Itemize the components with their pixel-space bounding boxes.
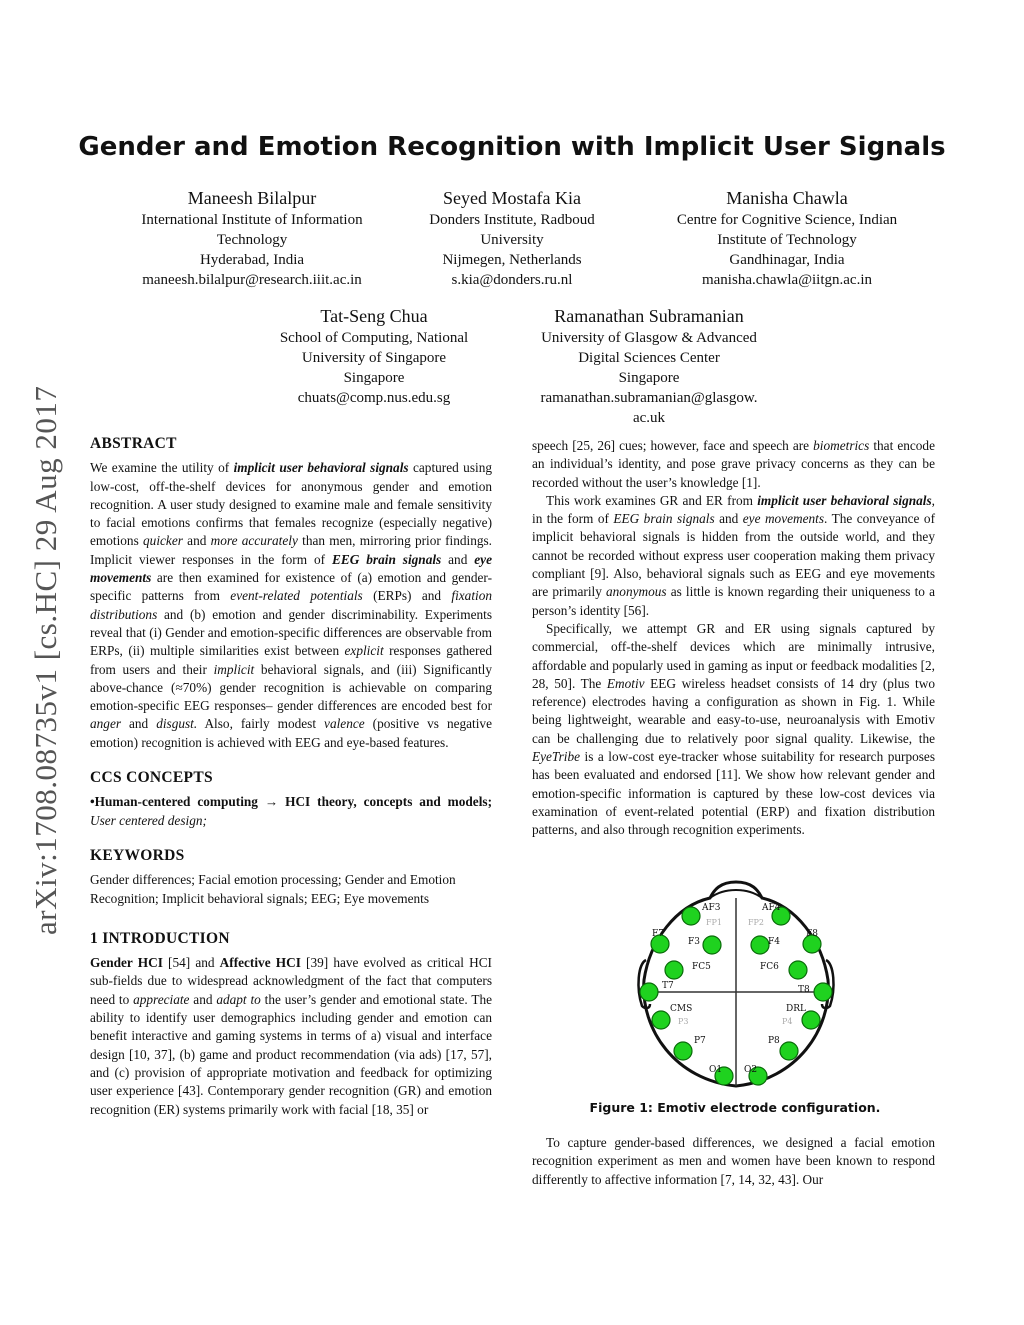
author-affiliation: Institute of Technology — [717, 232, 857, 248]
electrode-fc5 — [665, 961, 683, 979]
author-email: s.kia@donders.ru.nl — [451, 272, 573, 288]
paper-title: Gender and Emotion Recognition with Implicit User Signals — [78, 132, 946, 162]
author-affiliation: Donders Institute, Radboud — [429, 212, 595, 228]
emotiv-electrode-figure — [636, 880, 836, 1092]
author-affiliation: School of Computing, National — [279, 330, 469, 346]
author-block — [92, 186, 412, 290]
author-affiliation: Centre for Cognitive Science, Indian — [676, 212, 898, 228]
section-heading: KEYWORDS — [90, 846, 185, 864]
left-column — [90, 435, 492, 1119]
author-block — [244, 304, 504, 408]
electrode-label: T7 — [662, 981, 674, 991]
author-name: Tat-Seng Chua — [320, 306, 428, 326]
author-name: Manisha Chawla — [726, 188, 848, 208]
section-heading: ABSTRACT — [90, 435, 177, 452]
author-location: Gandhinagar, India — [729, 252, 845, 268]
reference-label: P3 — [678, 1017, 689, 1026]
electrode-af3 — [682, 907, 700, 925]
electrode-label: F8 — [806, 929, 818, 939]
reference-label: FP1 — [706, 918, 723, 927]
author-block — [646, 186, 928, 290]
author-email: maneesh.bilalpur@research.iiit.ac.in — [142, 272, 362, 288]
electrode-label: AF3 — [702, 903, 721, 913]
electrode-label: FC5 — [692, 962, 711, 972]
author-location: Nijmegen, Netherlands — [442, 252, 582, 268]
electrode-cms — [652, 1011, 670, 1029]
intro-text: Gender HCI [54] and Affective HCI [39] have evolved as critical HCI sub-fields due to widespread acknowledgment of the fact that computers need to appreciate and adapt to the user’s gender and emotional state. The ability to identify user demographics including gender and emotion can benefit interactive and gaming systems in terms of a) visual and interface design [10, 37], (b) game and product recommendation (via ads) [17, 57], and (c) provision of appropriate motivation and feedback for optimizing user experience [43]. Contemporary gender recognition (GR) and emotion recognition (ER) systems primarily work with facial [18, 35] or — [90, 955, 492, 1117]
body-paragraph: To capture gender-based differences, we designed a facial emotion recognition experiment as men and women have been known to respond differently to affective information [7, 14, 32, 43]. Our — [532, 1135, 935, 1187]
author-name: Ramanathan Subramanian — [554, 306, 744, 326]
electrode-label: F3 — [688, 937, 700, 947]
electrode-label: AF4 — [762, 903, 781, 913]
electrode-label: CMS — [670, 1004, 693, 1014]
electrode-label: O2 — [744, 1065, 758, 1075]
right-column — [532, 437, 935, 840]
electrode-f3 — [703, 936, 721, 954]
author-location: Hyderabad, India — [199, 252, 305, 268]
author-email: manisha.chawla@iitgn.ac.in — [701, 272, 872, 288]
body-paragraph: speech [25, 26] cues; however, face and speech are biometrics that encode an individual’s identity, and pose grave privacy concerns as they can be recorded without the user’s knowledge [1]. — [532, 438, 935, 490]
electrode-label: DRL — [786, 1004, 806, 1014]
electrode-label: T8 — [798, 985, 810, 995]
electrode-label: P7 — [694, 1036, 706, 1046]
electrode-t8 — [814, 983, 832, 1001]
author-name: Maneesh Bilalpur — [187, 188, 317, 208]
body-paragraph: Specifically, we attempt GR and ER using signals captured by commercial, off-the-shelf devices which are minimally intrusive, affordable and popularly used in gaming as input or feedback modalities [2, 28, 50]. The Emotiv EEG wireless headset consists of 14 dry (plus two reference) electrodes having a configuration as shown in Fig. 1. While being lightweight, wearable and easy-to-use, neuroanalysis with Emotiv can be challenging due to relatively poor signal quality. Likewise, the EyeTribe is a low-cost eye-tracker whose suitability for research purposes has been evaluated and endorsed [11]. We show how relevant gender and emotion-specific information is captured by these low-cost devices via examination of event-related potential (ERP) and fixation distribution patterns, and also through recognition experiments. — [532, 620, 935, 838]
ccs-text: •Human-centered computing → HCI theory, concepts and models; User centered design; — [90, 794, 492, 828]
author-affiliation: Technology — [216, 232, 288, 248]
reference-label: FP2 — [748, 918, 765, 927]
electrode-t7 — [640, 983, 658, 1001]
arxiv-identifier: arXiv:1708.08735v1 [cs.HC] 29 Aug 2017 — [28, 385, 63, 935]
keywords-text: Gender differences; Facial emotion processing; Gender and Emotion Recognition; Implicit behavioral signals; EEG; Eye movements — [90, 872, 456, 906]
electrode-p7 — [674, 1042, 692, 1060]
author-block — [382, 186, 642, 290]
electrode-label: P8 — [768, 1036, 780, 1046]
author-email: ac.uk — [632, 410, 666, 426]
right-column-bottom — [532, 1134, 935, 1189]
electrode-label: O1 — [709, 1065, 723, 1075]
section-heading: 1 INTRODUCTION — [90, 929, 230, 947]
author-block — [508, 304, 790, 428]
author-email: chuats@comp.nus.edu.sg — [297, 390, 451, 406]
electrode-p8 — [780, 1042, 798, 1060]
author-email: ramanathan.subramanian@glasgow. — [540, 390, 758, 406]
abstract-text: We examine the utility of implicit user behavioral signals captured using low-cost, off-the-shelf devices for anonymous gender and emotion recognition. A user study designed to examine male and female sensitivity to facial emotions confirms that females recognize (especially negative) emotions quicker and more accurately than men, mirroring prior findings. Implicit viewer responses in the form of EEG brain signals and eye movements are then examined for existence of (a) emotion and gender-specific patterns from event-related potentials (ERPs) and fixation distributions and (b) emotion and gender discriminability. Experiments reveal that (i) Gender and emotion-specific differences are observable from ERPs, (ii) multiple similarities exist between explicit responses gathered from users and their implicit behavioral signals, and (iii) Significantly above-chance (≈70%) gender recognition is achievable on comparing emotion-specific EEG responses– gender differences are encoded best for anger and disgust. Also, fairly modest valence (positive vs negative emotion) recognition is achieved with EEG and eye-based features. — [90, 460, 493, 750]
author-location: Singapore — [343, 370, 405, 386]
author-affiliation: International Institute of Information — [141, 212, 363, 228]
reference-label: P4 — [782, 1017, 793, 1026]
author-name: Seyed Mostafa Kia — [443, 188, 581, 208]
body-paragraph: This work examines GR and ER from implicit user behavioral signals, in the form of EEG brain signals and eye movements. The conveyance of implicit behavioral signals is hidden from the outside world, and they cannot be recorded without express user cooperation making them privacy compliant [9]. Also, behavioral signals such as EEG and eye movements are primarily anonymous as little is known regarding their uniqueness to a person’s identity [56]. — [532, 492, 936, 618]
figure-caption: Figure 1: Emotiv electrode configuration. — [589, 1100, 881, 1115]
author-affiliation: University of Glasgow & Advanced — [541, 330, 757, 346]
author-location: Singapore — [618, 370, 680, 386]
electrode-label: F7 — [652, 929, 664, 939]
author-affiliation: Digital Sciences Center — [578, 350, 720, 366]
electrode-label: F4 — [768, 937, 780, 947]
author-affiliation: University of Singapore — [301, 350, 447, 366]
author-affiliation: University — [480, 232, 544, 248]
section-heading: CCS CONCEPTS — [90, 769, 213, 787]
electrode-f4 — [751, 936, 769, 954]
electrode-fc6 — [789, 961, 807, 979]
electrode-label: FC6 — [760, 962, 779, 972]
